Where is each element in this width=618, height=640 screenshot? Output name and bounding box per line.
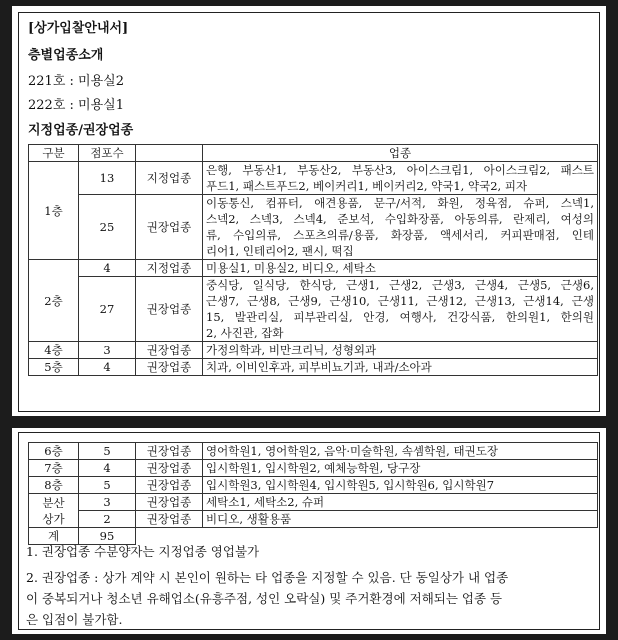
document-page-2: [12, 428, 606, 634]
type-cell: 권장업종: [136, 494, 203, 511]
table-row: [29, 342, 598, 359]
type-cell: 권장업종: [136, 195, 203, 260]
floor-5-cell: 5층: [29, 359, 79, 376]
store-count-cell: 5: [79, 443, 136, 460]
type-cell: 지정업종: [136, 162, 203, 195]
table-header-row: [29, 145, 598, 162]
business-type-table-1: [28, 144, 598, 376]
header-type: [136, 145, 203, 162]
room-222-info: 222호 : 미용실1: [28, 98, 124, 113]
type-cell: 권장업종: [136, 277, 203, 342]
section-floor-intro-title: 층별업종소개: [28, 48, 104, 63]
table-row: [29, 162, 598, 195]
table-row: [29, 494, 598, 511]
type-cell: 권장업종: [136, 511, 203, 528]
store-count-cell: 25: [79, 195, 136, 260]
doc-title: [상가입찰안내서]: [28, 21, 129, 36]
store-count-cell: 13: [79, 162, 136, 195]
table-row: [29, 359, 598, 376]
business-list-cell: 중식당, 일식당, 한식당, 근생1, 근생2, 근생3, 근생4, 근생5, 근생6, 근생7, 근생8, 근생9, 근생10, 근생11, 근생12, 근생13, 근생14, 근생 15, 발관리실, 피부관리실, 안경, 여행사, 건강식품, 한의원1, 한의원 2, 사진관, 잡화: [203, 277, 598, 342]
floor-8-cell: 8층: [29, 477, 79, 494]
table-row: [29, 195, 598, 260]
room-221-info: 221호 : 미용실2: [28, 74, 124, 89]
note-1: 1. 권장업종 수분양자는 지정업종 영업불가: [26, 544, 260, 559]
floor-2-cell: 2층: [29, 260, 79, 342]
empty-cell: [203, 528, 598, 545]
section-business-type-title: 지정업종/권장업종: [28, 123, 134, 138]
type-cell: 권장업종: [136, 443, 203, 460]
business-list-cell: 비디오, 생활용품: [203, 511, 598, 528]
table-row: [29, 443, 598, 460]
header-store-count: 점포수: [79, 145, 136, 162]
store-count-cell: 2: [79, 511, 136, 528]
table-row: [29, 511, 598, 528]
type-cell: 지정업종: [136, 260, 203, 277]
type-cell: 권장업종: [136, 460, 203, 477]
total-label-cell: 계: [29, 528, 79, 545]
note-2-line-1: 2. 권장업종 : 상가 계약 시 본인이 원하는 타 업종을 지정할 수 있음. 단 동일상가 내 업종: [26, 570, 509, 585]
total-count-cell: 95: [79, 528, 136, 545]
store-count-cell: 3: [79, 494, 136, 511]
type-cell: 권장업종: [136, 477, 203, 494]
business-list-cell: 치과, 이비인후과, 피부비뇨기과, 내과/소아과: [203, 359, 598, 376]
business-list-cell: 미용실1, 미용실2, 비디오, 세탁소: [203, 260, 598, 277]
store-count-cell: 4: [79, 359, 136, 376]
header-floor: 구분: [29, 145, 79, 162]
business-list-cell: 이동통신, 컴퓨터, 애견용품, 문구/서적, 화원, 정육점, 슈퍼, 스넥1, 스넥2, 스넥3, 스넥4, 준보석, 수입화장품, 아동의류, 란제리, 여성의 류, 수입의류, 스포츠의류/용품, 화장품, 액세서리, 커피판매점, 인테 리어1, 인테리어2, 팬시, 떡집: [203, 195, 598, 260]
document-page-1: [12, 6, 606, 416]
business-list-cell: 입시학원3, 입시학원4, 입시학원5, 입시학원6, 입시학원7: [203, 477, 598, 494]
distributed-store-cell: 분산 상가: [29, 494, 79, 528]
table-row: [29, 460, 598, 477]
floor-6-cell: 6층: [29, 443, 79, 460]
floor-7-cell: 7층: [29, 460, 79, 477]
store-count-cell: 5: [79, 477, 136, 494]
business-type-table-2: [28, 442, 598, 545]
floor-1-cell: 1층: [29, 162, 79, 260]
business-list-cell: 가정의학과, 비만크리닉, 성형외과: [203, 342, 598, 359]
floor-4-cell: 4층: [29, 342, 79, 359]
store-count-cell: 4: [79, 460, 136, 477]
business-list-cell: 은행, 부동산1, 부동산2, 부동산3, 아이스크림1, 아이스크림2, 패스트 푸드1, 패스트푸드2, 베이커리1, 베이커리2, 약국1, 약국2, 피자: [203, 162, 598, 195]
type-cell: 권장업종: [136, 342, 203, 359]
business-list-cell: 영어학원1, 영어학원2, 음악·미술학원, 속셈학원, 태권도장: [203, 443, 598, 460]
table-row: [29, 477, 598, 494]
business-list-cell: 입시학원1, 입시학원2, 예체능학원, 당구장: [203, 460, 598, 477]
note-2-line-2: 이 중복되거나 청소년 유해업소(유흥주점, 성인 오락실) 및 주거환경에 저해되는 업종 등: [26, 591, 503, 606]
store-count-cell: 27: [79, 277, 136, 342]
type-cell: 권장업종: [136, 359, 203, 376]
business-list-cell: 세탁소1, 세탁소2, 슈퍼: [203, 494, 598, 511]
table-row: [29, 260, 598, 277]
note-2-line-3: 은 입점이 불가함.: [26, 612, 123, 627]
header-business: 업종: [203, 145, 598, 162]
store-count-cell: 3: [79, 342, 136, 359]
store-count-cell: 4: [79, 260, 136, 277]
table-row: [29, 277, 598, 342]
